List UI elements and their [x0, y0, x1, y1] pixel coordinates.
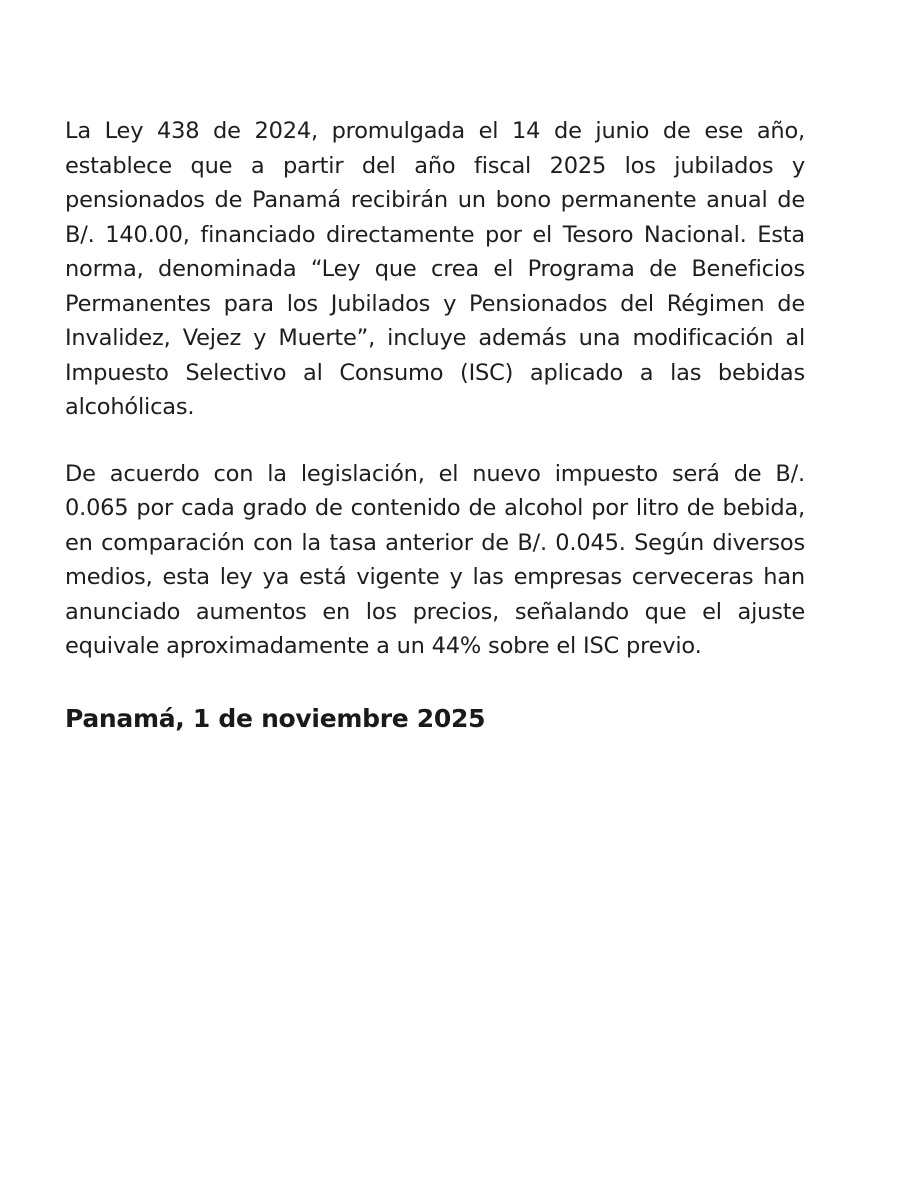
paragraph-ley-438: La Ley 438 de 2024, promulgada el 14 de junio de ese año, establece que a partir del año fiscal 2025 los jubilados y pensionados de Panamá recibirán un bono permanente anual de B/. 140.00, financiado directamente por el Tesoro Nacional. Esta norma, denominada “Ley que crea el Programa de Beneficios Permanentes para los Jubilados y Pensionados del Régimen de Invalidez, Vejez y Muerte”, incluye además una modificación al Impuesto Selectivo al Consumo (ISC) aplicado a las bebidas alcohólicas. [65, 118, 805, 420]
dateline: Panamá, 1 de noviembre 2025 [65, 703, 486, 733]
paragraph-nuevo-impuesto: De acuerdo con la legislación, el nuevo impuesto será de B/. 0.065 por cada grado de contenido de alcohol por litro de bebida, en comparación con la tasa anterior de B/. 0.045. Según diversos medios, esta ley ya está vigente y las empresas cerveceras han anunciado aumentos en los precios, señalando que el ajuste equivale aproximadamente a un 44% sobre el ISC previo. [65, 460, 805, 659]
document-page [65, 114, 805, 736]
